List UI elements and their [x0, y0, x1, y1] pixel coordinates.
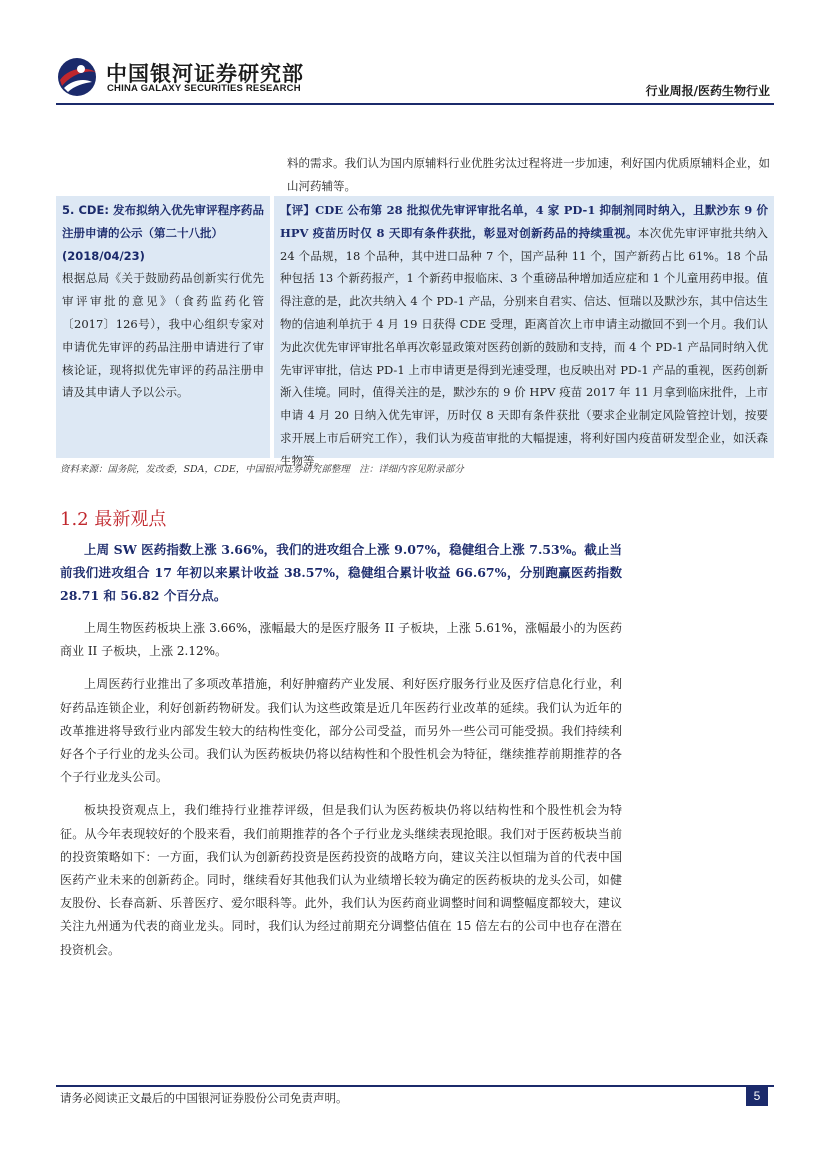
comment-headline: 【评】CDE 公布第 28 批拟优先审评审批名单，4 家 PD-1 抑制剂同时纳入，且默沙东 9 价 HPV 疫苗历时仅 8 天即有条件获批，彰显对创新药品的持续重视。	[280, 203, 768, 240]
paragraph-summary: 上周 SW 医药指数上涨 3.66%，我们的进攻组合上涨 9.07%，稳健组合上涨 7.53%。截止当前我们进攻组合 17 年初以来累计收益 38.57%，稳健组合累计收益 66.67%，分别跑赢医药指数 28.71 和 56.82 个百分点。	[60, 542, 622, 603]
paragraph-policy: 上周医药行业推出了多项改革措施，利好肿瘤药产业发展、利好医疗服务行业及医疗信息化行业，利好药品连锁企业，利好创新药物研发。我们认为这些政策是近几年医药行业改革的延续。我们认为近年的改革推进将导致行业内部发生较大的结构性变化，部分公司受益，而另外一些公司可能受损。我们持续利好各个子行业的龙头公司。我们认为医药板块仍将以结构性和个股性机会为特征，继续推荐前期推荐的各个子行业龙头公司。	[60, 677, 622, 785]
source-note: 资料来源：国务院，发改委，SDA，CDE，中国银河证券研究部整理 注：详细内容见附录部分	[60, 464, 464, 475]
galaxy-logo-icon	[56, 56, 98, 98]
news-title: 5. CDE: 发布拟纳入优先审评程序药品注册申请的公示（第二十八批）	[62, 203, 264, 240]
report-category: 行业周报/医药生物行业	[645, 84, 770, 98]
paragraph-strategy: 板块投资观点上，我们维持行业推荐评级，但是我们认为医药板块仍将以结构性和个股性机会为特征。从今年表现较好的个股来看，我们前期推荐的各个子行业龙头继续表现抢眼。我们对于医药板块当前的投资策略如下：一方面，我们认为创新药投资是医药投资的战略方向，建议关注以恒瑞为首的代表中国医药产业未来的创新药企。同时，继续看好其他我们认为业绩增长较为确定的医药板块的龙头公司，如健友股份、长春高新、乐普医疗、爱尔眼科等。此外，我们认为医药商业调整时间和调整幅度都较大，建议关注九州通为代表的商业龙头。同时，我们认为经过前期充分调整估值在 15 倍左右的公司中也存在潜在投资机会。	[60, 803, 622, 957]
logo-chinese-name: 中国银河证券研究部	[106, 62, 304, 86]
comment-body: 本次优先审评审批共纳入 24 个品规，18 个品种，其中进口品种 7 个，国产品种 11 个，国产新药占比 61%。18 个品种包括 13 个新药报产，1 个新药申报临床、3 个重磅品种增加适应症和 1 个儿童用药申报。值得注意的是，此次共纳入 4 个 PD-1 产品，分别来自君实、信达、恒瑞以及默沙东，其中信达生物的信迪利单抗于 4 月 19 日获得 CDE 受理，距离首次上市申请主动撤回不到一个月。我们认为此次优先审评审批名单再次彰显政策对医药创新的鼓励和支持，而 4 个 PD-1 产品同时纳入优先审评审批，信达 PD-1 上市申请更是得到光速受理，也反映出对 PD-1 产品的重视，医药创新渐入佳境。同时，值得关注的是，默沙东的 9 价 HPV 疫苗 2017 年 11 月拿到临床批件，上市申请 4 月 20 日纳入优先审评，历时仅 8 天即有条件获批（要求企业制定风险管控计划，按要求开展上市后研究工作），我们认为疫苗审批的大幅提速，将利好国内疫苗研发型企业，如沃森生物等。	[280, 225, 768, 468]
news-left-cell	[56, 196, 270, 458]
continuation-text: 料的需求。我们认为国内原辅料行业优胜劣汰过程将进一步加速，利好国内优质原辅料企业，如山河药辅等。	[287, 156, 770, 193]
logo-english-name: CHINA GALAXY SECURITIES RESEARCH	[107, 83, 301, 94]
header-divider	[56, 103, 774, 105]
footer-disclaimer: 请务必阅读正文最后的中国银河证券股份公司免责声明。	[60, 1091, 348, 1105]
paragraph-sector-performance: 上周生物医药板块上涨 3.66%，涨幅最大的是医疗服务 II 子板块，上涨 5.61%，涨幅最小的为医药商业 II 子板块，上涨 2.12%。	[60, 621, 622, 659]
page-header	[56, 56, 774, 102]
news-date: (2018/04/23)	[62, 248, 145, 263]
news-comment-cell	[274, 196, 774, 468]
footer-divider	[56, 1085, 774, 1087]
news-table	[56, 196, 774, 468]
section-body	[60, 538, 622, 972]
section-title: 1.2 最新观点	[60, 509, 167, 530]
page-number: 5	[746, 1086, 768, 1106]
news-body: 根据总局《关于鼓励药品创新实行优先审评审批的意见》（食药监药化管〔2017〕126号），我中心组织专家对申请优先审评的药品注册申请进行了审核论证，现将拟优先审评的药品注册申请及其申请人予以公示。	[62, 271, 264, 400]
